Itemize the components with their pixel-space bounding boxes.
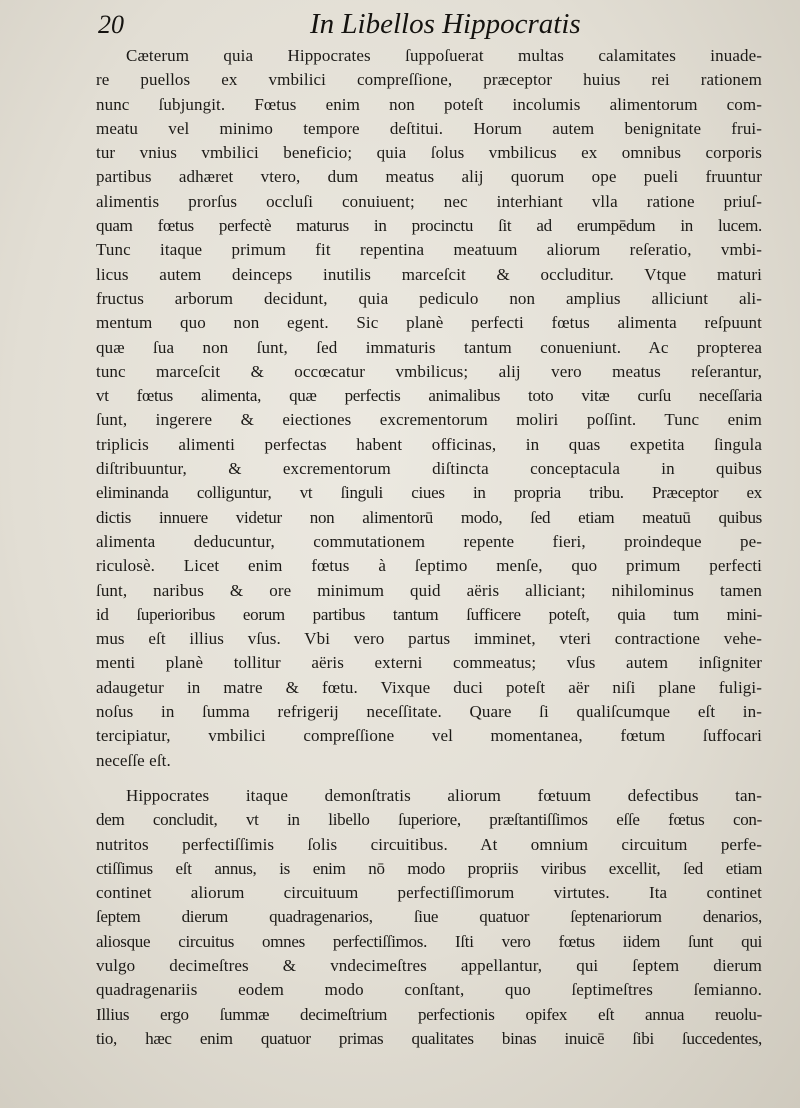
text-line: Illius ergo ſummæ decimeſtrium perfectionis opifex eſt annua reuolu- — [96, 1004, 762, 1024]
text-line: tur vnius vmbilici beneficio; quia ſolus vmbilicus ex omnibus corporis — [96, 143, 762, 163]
text-line: ſunt, ingerere & eiectiones excrementorum moliri poſſint. Tunc enim — [96, 410, 762, 430]
text-line: tercipiatur, vmbilici compreſſione vel momentanea, fœtum ſuffocari — [96, 726, 762, 746]
text-line: triplicis alimenti perfectas habent officinas, in quas expetita ſingula — [96, 434, 762, 454]
text-line: mus eſt illius vſus. Vbi vero partus imminet, vteri contractione vehe- — [96, 629, 762, 649]
text-line: eliminanda colliguntur, vt ſinguli ciues in propria tribu. Præceptor ex — [96, 483, 762, 503]
page-header — [98, 8, 760, 42]
paragraph-1 — [96, 44, 762, 773]
text-line: meatu vel minimo tempore deſtitui. Horum autem benignitate frui- — [96, 118, 762, 138]
text-line: quæ ſua non ſunt, ſed immaturis tantum conueniunt. Ac propterea — [96, 337, 762, 357]
text-line: alimentis prorſus occluſi conuiuent; nec interhiant vlla ratione priuſ- — [96, 191, 762, 211]
text-line: Cæterum quia Hippocrates ſuppoſuerat multas calamitates inuade- — [126, 46, 762, 65]
text-line: tio, hæc enim quatuor primas qualitates binas inuicē ſibi ſuccedentes, — [96, 1028, 762, 1048]
text-line: adaugetur in matre & fœtu. Vixque duci poteſt aër niſi plane fuligi- — [96, 677, 762, 697]
text-line: id ſuperioribus eorum partibus tantum ſufficere poteſt, quia tum mini- — [96, 604, 762, 624]
text-line: tunc marceſcit & occœcatur vmbilicus; alij vero meatus reſerantur, — [96, 361, 762, 381]
paragraph-gap — [96, 773, 762, 784]
text-line: licus autem deinceps inutilis marceſcit & occluditur. Vtque maturi — [96, 264, 762, 284]
text-line: nunc ſubjungit. Fœtus enim non poteſt incolumis alimentorum com- — [96, 94, 762, 114]
text-line: nutritos perfectiſſimis ſolis circuitibus. At omnium circuitum perfe- — [96, 834, 762, 854]
text-line: re puellos ex vmbilici compreſſione, præceptor huius rei rationem — [96, 70, 762, 90]
text-line: diſtribuuntur, & excrementorum diſtincta conceptacula in quibus — [96, 459, 762, 479]
paragraph-2 — [96, 784, 762, 1051]
text-line: quadragenariis eodem modo conſtant, quo ſeptimeſtres ſemianno. — [96, 980, 762, 1000]
text-line: quam fœtus perfectè maturus in procinctu ſit ad erumpēdum in lucem. — [96, 216, 762, 236]
body-text — [96, 44, 762, 1051]
text-line: Tunc itaque primum fit repentina meatuum aliorum reſeratio, vmbi- — [96, 240, 762, 260]
text-line: noſus in ſumma refrigerij neceſſitate. Quare ſi qualiſcumque eſt in- — [96, 702, 762, 722]
text-line: continet aliorum circuituum perfectiſſimorum virtutes. Ita continet — [96, 883, 762, 903]
text-line: partibus adhæret vtero, dum meatus alij quorum ope pueli fruuntur — [96, 167, 762, 187]
text-line: menti planè tollitur aëris externi commeatus; vſus autem inſigniter — [96, 653, 762, 673]
running-head: In Libellos Hippocratis — [310, 8, 581, 40]
text-line: mentum quo non egent. Sic planè perfecti fœtus alimenta reſpuunt — [96, 313, 762, 333]
text-line: ſunt, naribus & ore minimum quid aëris alliciant; nihilominus tamen — [96, 580, 762, 600]
text-line: dem concludit, vt in libello ſuperiore, præſtantiſſimos eſſe fœtus con- — [96, 810, 762, 830]
text-line: dictis innuere videtur non alimentorū modo, ſed etiam meatuū quibus — [96, 507, 762, 527]
page-number: 20 — [98, 10, 124, 39]
text-line: ſeptem dierum quadragenarios, ſiue quatuor ſeptenariorum denarios, — [96, 907, 762, 927]
text-line: alimenta deducuntur, commutationem repente fieri, proindeque pe- — [96, 531, 762, 551]
text-line: neceſſe eſt. — [96, 750, 171, 770]
text-line: ctiſſimus eſt annus, is enim nō modo propriis viribus excellit, ſed etiam — [96, 858, 762, 878]
text-line: vulgo decimeſtres & vndecimeſtres appellantur, qui ſeptem dierum — [96, 955, 762, 975]
text-line: vt fœtus alimenta, quæ perfectis animalibus toto vitæ curſu neceſſaria — [96, 386, 762, 406]
text-line: fructus arborum decidunt, quia pediculo non amplius alliciunt ali- — [96, 288, 762, 308]
text-line: riculosè. Licet enim fœtus à ſeptimo menſe, quo primum perfecti — [96, 556, 762, 576]
text-line: Hippocrates itaque demonſtratis aliorum fœtuum defectibus tan- — [126, 785, 762, 805]
text-line: aliosque circuitus omnes perfectiſſimos. Iſti vero fœtus iidem ſunt qui — [96, 931, 762, 951]
